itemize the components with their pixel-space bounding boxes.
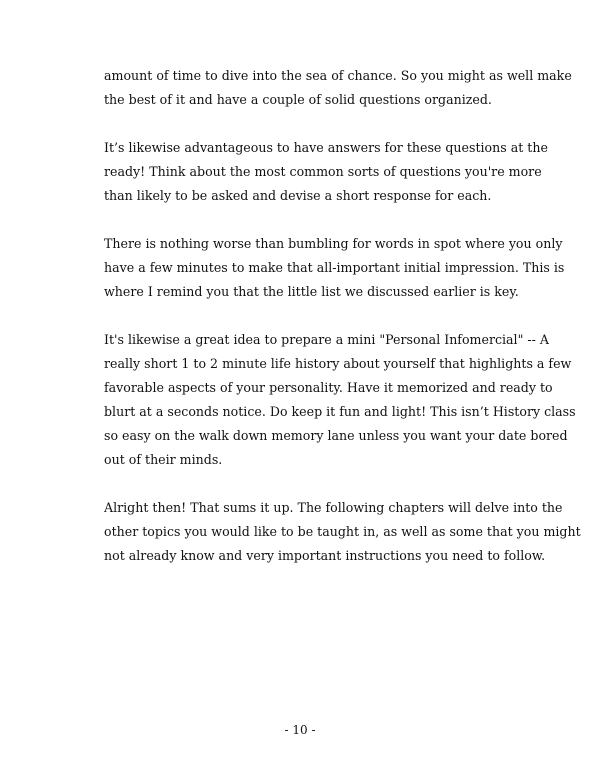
paragraph-5	[104, 496, 581, 568]
body-text	[104, 64, 581, 592]
text-line: out of their minds.	[104, 452, 223, 467]
text-line: ready! Think about the most common sorts of questions you're more	[104, 164, 542, 179]
text-line: really short 1 to 2 minute life history about yourself that highlights a few	[104, 356, 572, 371]
text-line: Alright then! That sums it up. The following chapters will delve into the	[104, 500, 563, 515]
text-line: the best of it and have a couple of solid questions organized.	[104, 92, 492, 107]
paragraph-2	[104, 136, 548, 208]
text-line: It’s likewise advantageous to have answers for these questions at the	[104, 140, 548, 155]
page-number: - 10 -	[284, 723, 316, 737]
text-line: amount of time to dive into the sea of chance. So you might as well make	[104, 68, 572, 83]
text-line: not already know and very important instructions you need to follow.	[104, 548, 546, 563]
text-line: It's likewise a great idea to prepare a mini "Personal Infomercial" -- A	[104, 332, 549, 347]
text-line: than likely to be asked and devise a short response for each.	[104, 188, 492, 203]
paragraph-4	[104, 328, 576, 472]
paragraph-3	[104, 232, 565, 304]
text-line: have a few minutes to make that all-important initial impression. This is	[104, 260, 565, 275]
paragraph-1	[104, 64, 572, 112]
text-line: favorable aspects of your personality. Have it memorized and ready to	[104, 380, 553, 395]
text-line: so easy on the walk down memory lane unless you want your date bored	[104, 428, 568, 443]
text-line: blurt at a seconds notice. Do keep it fun and light! This isn’t History class	[104, 404, 576, 419]
text-line: other topics you would like to be taught in, as well as some that you might	[104, 524, 581, 539]
text-line: There is nothing worse than bumbling for words in spot where you only	[104, 236, 563, 251]
text-line: where I remind you that the little list we discussed earlier is key.	[104, 284, 519, 299]
